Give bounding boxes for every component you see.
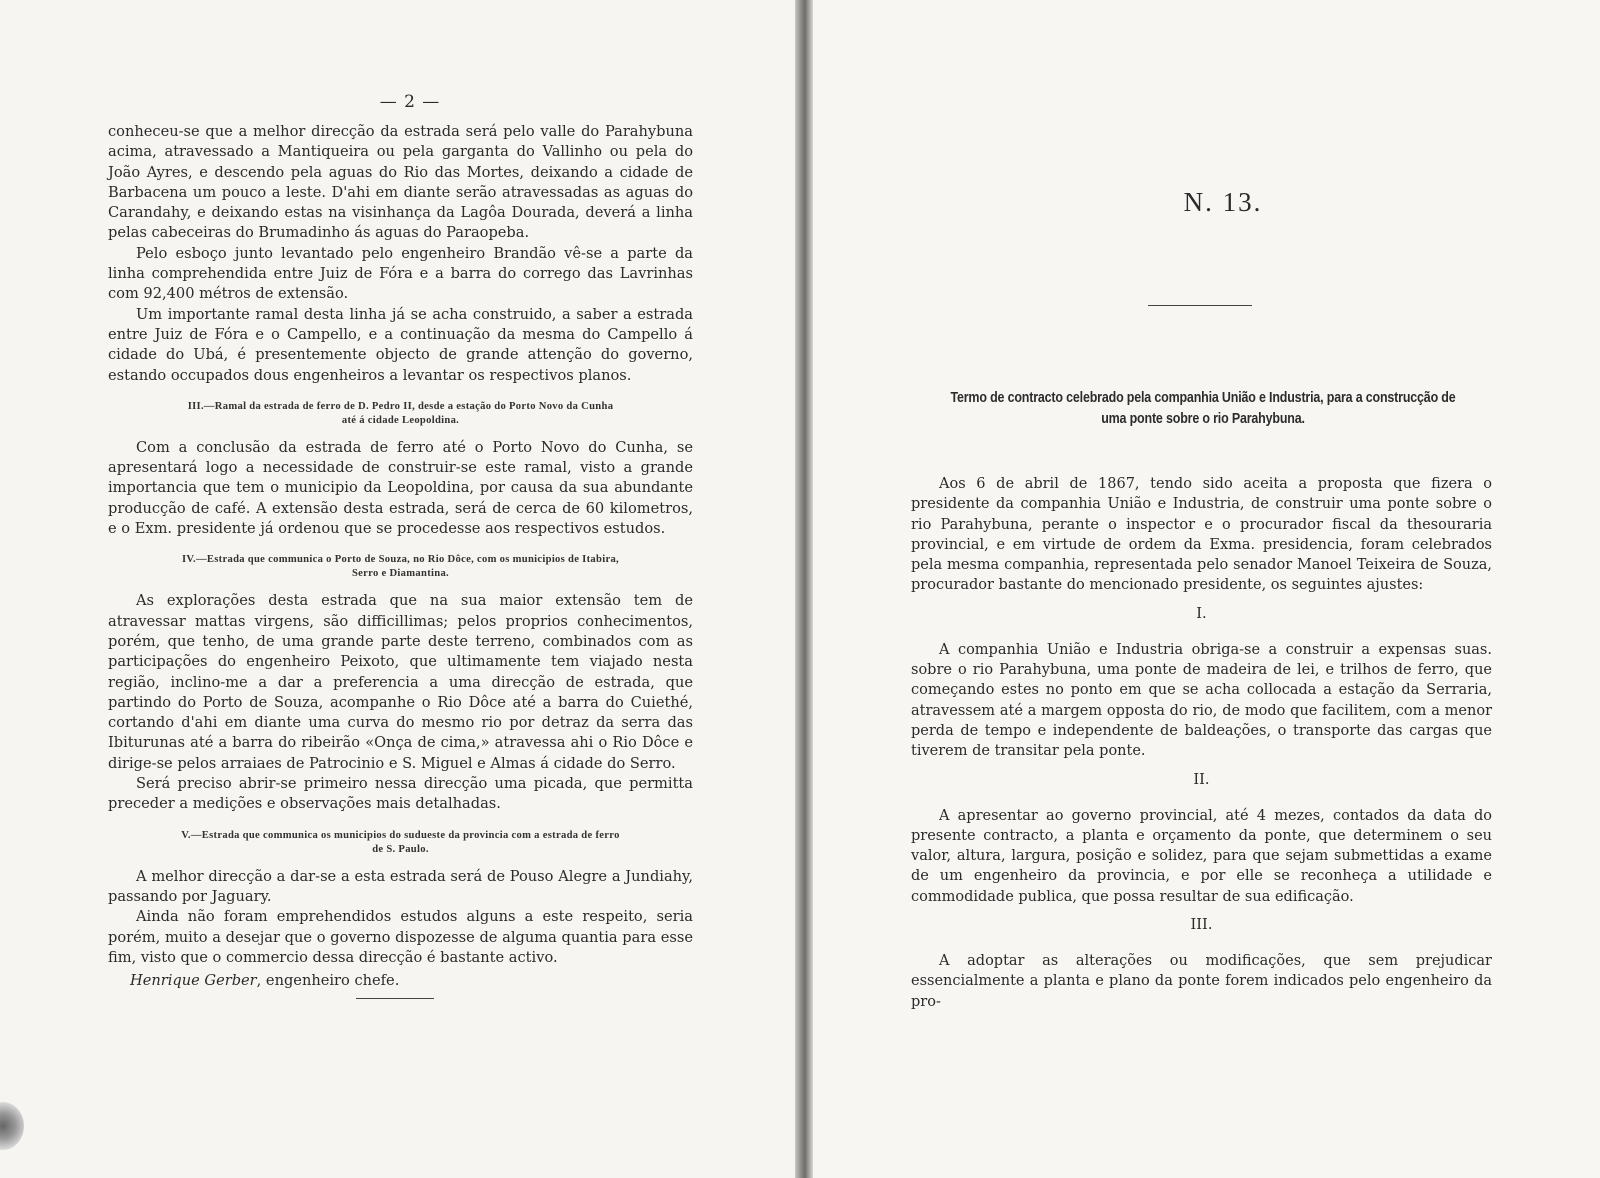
closing-rule xyxy=(356,998,434,999)
book-gutter xyxy=(795,0,813,1178)
left-text-column xyxy=(108,122,693,989)
clause-number: III. xyxy=(1190,916,1213,934)
right-page xyxy=(813,0,1600,1178)
document-title: Termo de contracto celebrado pela companhia União e Industria, para a construcção de uma ponte sobre o rio Parahybuna. xyxy=(950,390,1456,427)
paragraph: conheceu-se que a melhor direcção da estrada será pelo valle do Parahybuna acima, atravessado a Mantiqueira ou pela garganta do Vallinho ou pela do João Ayres, e descendo pela aguas do Rio das Mortes, deixando a cidade de Barbacena um pouco a leste. D'ahi em diante serão atravessadas as aguas do Carandahy, e deixando estas na visinhança da Lagôa Dourada, deverá a linha pelas cabeceiras do Brumadinho ás aguas do Paraopeba. xyxy=(108,123,693,242)
heading-line: V.—Estrada que communica os municipios do sudueste da provincia com a estrada de ferro xyxy=(181,829,620,841)
paragraph: As explorações desta estrada que na sua maior extensão tem de atravessar mattas virgens, são difficillimas; pelos proprios conhecimentos, porém, que tenho, de uma grande parte deste terreno, combinados com as participações do engenheiro Peixoto, que ultimamente tem viajado nesta região, inclino-me a dar a preferencia a uma direcção de estrada, que partindo do Porto de Souza, acompanhe o Rio Dôce até a barra do Cuiethé, cortando d'ahi em diante uma curva do mesmo rio por detraz da serra das Ibiturunas até a barra do ribeirão «Onça de cima,» atravessa ahi o Rio Dôce e dirige-se pelos arraiaes de Patrocinio e S. Miguel e Almas á cidade do Serro. xyxy=(108,592,693,772)
signature-title: , engenheiro chefe. xyxy=(256,972,400,990)
paragraph: Ainda não foram emprehendidos estudos alguns a este respeito, seria porém, muito a desejar que o governo dispozesse de alguma quantia para esse fim, visto que o commercio dessa direcção é bastante activo. xyxy=(108,908,693,966)
clause-number: II. xyxy=(1193,770,1210,788)
title-rule xyxy=(1148,305,1252,306)
paragraph: Será preciso abrir-se primeiro nessa direcção uma picada, que permitta preceder a medições e observações mais detalhadas. xyxy=(108,775,693,813)
section-heading-iv xyxy=(108,553,693,581)
paragraph: A melhor direcção a dar-se a esta estrada será de Pouso Alegre a Jundiahy, passando por Jaguary. xyxy=(108,867,693,905)
signature-name: Henrique Gerber xyxy=(130,972,257,990)
heading-line: IV.—Estrada que communica o Porto de Souza, no Rio Dôce, com os municipios de Itabira, xyxy=(182,554,619,566)
preamble-paragraph: Aos 6 de abril de 1867, tendo sido aceita a proposta que fizera o presidente da companhia União e Industria, de construir uma ponte sobre o rio Parahybuna, perante o inspector e o procurador fiscal da thesouraria provincial, e em virtude de ordem da Exma. presidencia, foram celebrados pela mesma companhia, representada pelo senador Manoel Teixeira de Souza, procurador bastante do mencionado presidente, os seguintes ajustes: xyxy=(911,476,1492,594)
clause-text: A apresentar ao governo provincial, até 4 mezes, contados da data do presente contracto, a planta e orçamento da ponte, que determinem o seu valor, altura, largura, posição e solidez, para que sejam submettidas a exame de um engenheiro da provincia, e por elle se reconheça a utilidade e commodidade publica, que possa resultar de sua edificação. xyxy=(911,807,1492,905)
paragraph: Um importante ramal desta linha já se acha construido, a saber a estrada entre Juiz de Fóra e o Campello, e a continuação da mesma do Campello á cidade do Ubá, é presentemente objecto de grande attenção do governo, estando occupados dous engenheiros a levantar os respectivos planos. xyxy=(108,305,693,384)
section-heading-iii xyxy=(108,400,693,428)
paragraph: Com a conclusão da estrada de ferro até o Porto Novo do Cunha, se apresentará logo a necessidade de construir-se este ramal, visto a grande importancia que tem o municipio da Leopoldina, por causa da sua abundante producção de café. A extensão desta estrada, será de cerca de 60 kilometros, e o Exm. presidente já ordenou que se procedesse aos respectivos estudos. xyxy=(108,438,693,538)
clause-number: I. xyxy=(1196,604,1207,622)
heading-line: Serro e Diamantina. xyxy=(351,568,449,580)
right-text-column xyxy=(911,474,1492,1012)
section-heading-v xyxy=(108,829,693,857)
paragraph: Pelo esboço junto levantado pelo engenheiro Brandão vê-se a parte da linha comprehendida entre Juiz de Fóra e a barra do corrego das Lavrinhas com 92,400 métros de extensão. xyxy=(108,244,693,303)
heading-line: de S. Paulo. xyxy=(372,843,429,855)
document-number: N. 13. xyxy=(1183,187,1263,217)
clause-text: A adoptar as alterações ou modificações, que sem prejudicar essencialmente a planta e plano da ponte forem indicados pelo engenheiro da pro- xyxy=(911,953,1492,1010)
left-page xyxy=(0,0,795,1178)
page-folio: — 2 — xyxy=(379,92,441,112)
heading-line: até á cidade Leopoldina. xyxy=(341,414,460,426)
clause-text: A companhia União e Industria obriga-se a construir a expensas suas. sobre o rio Parahybuna, uma ponte de madeira de lei, e trilhos de ferro, que começando estes no ponto em que se acha collocada a estação da Serraria, atravessem até a margem opposta do rio, de modo que facilitem, com a menor perda de tempo e independente de baldeações, o transporte das cargas que tiverem de transitar pela ponte. xyxy=(911,641,1492,760)
signature xyxy=(130,972,693,989)
page-stain xyxy=(0,1102,24,1150)
heading-line: III.—Ramal da estrada de ferro de D. Pedro II, desde a estação do Porto Novo da Cunha xyxy=(187,400,614,412)
